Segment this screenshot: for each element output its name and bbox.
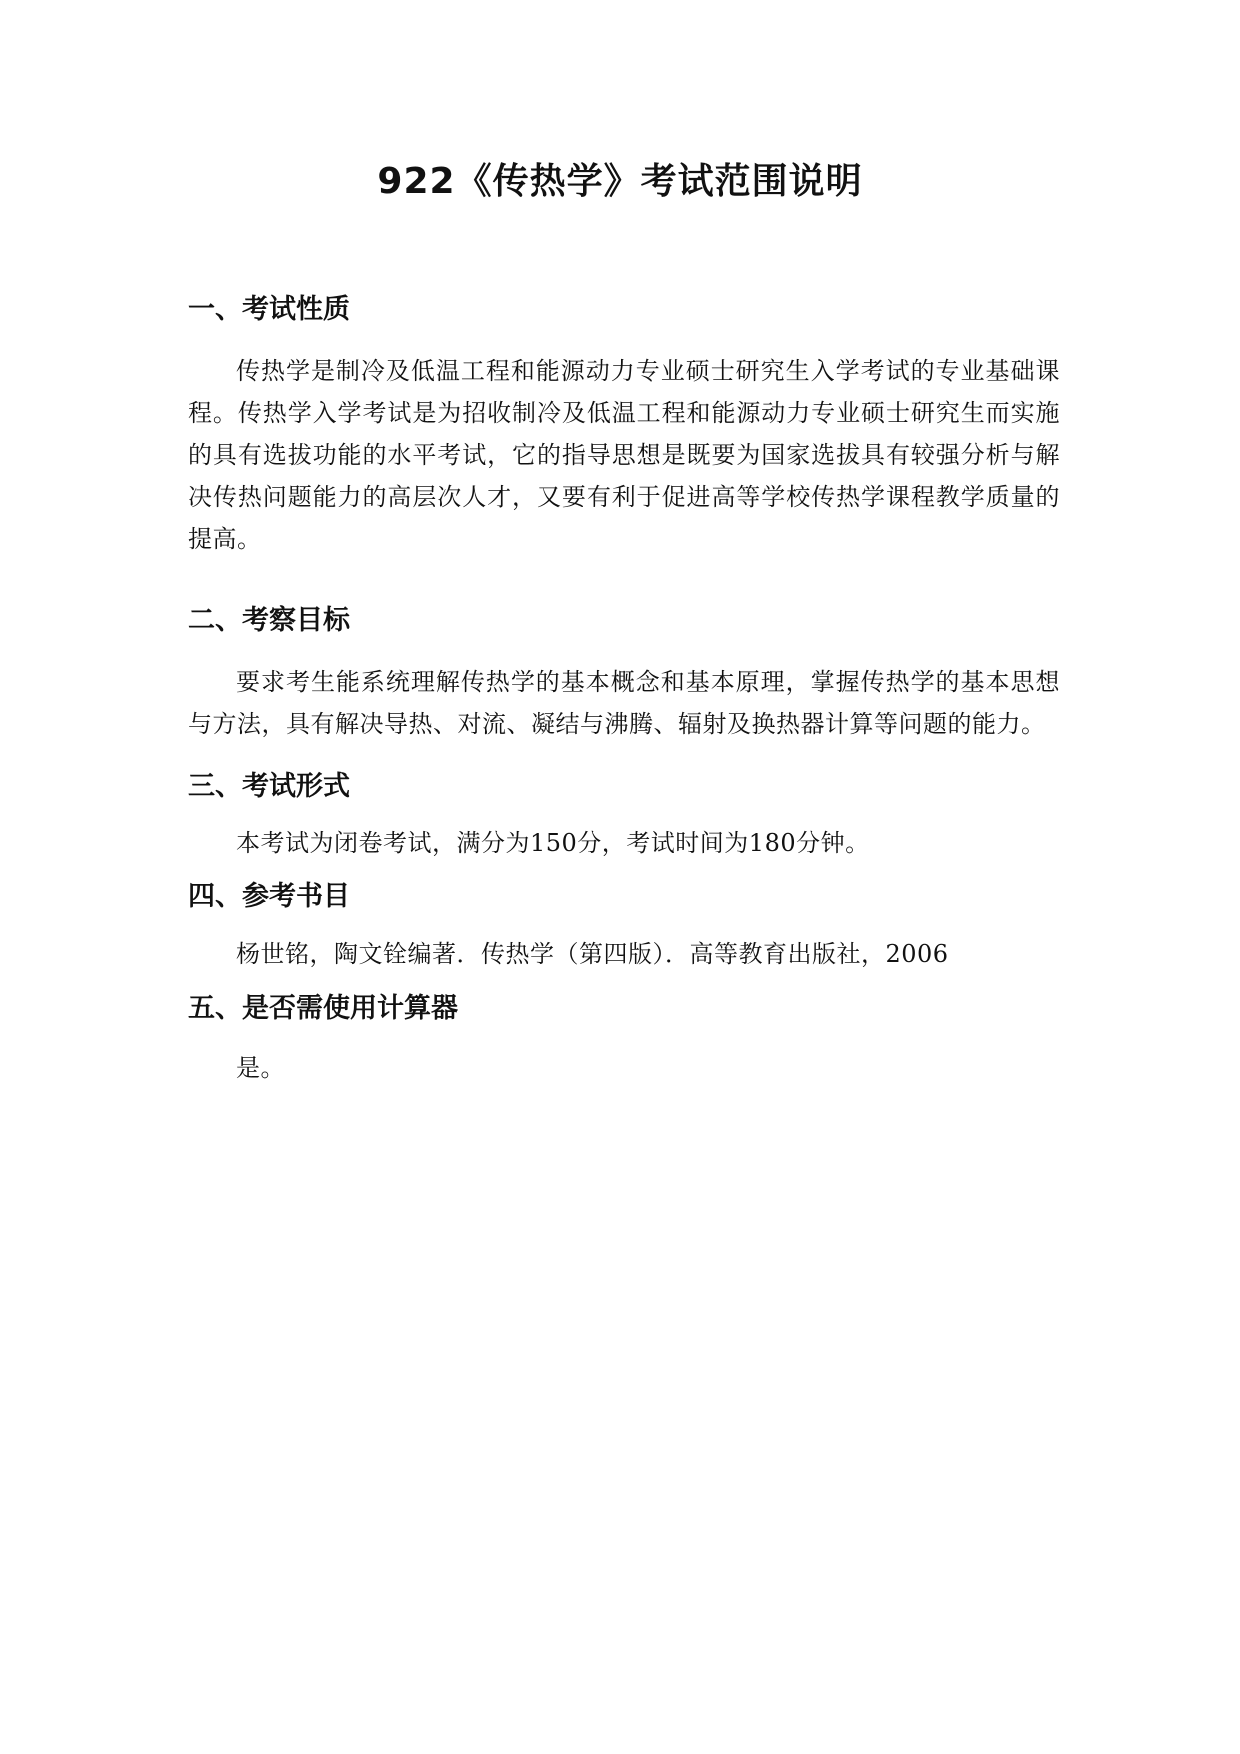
section-paragraph-reference-books: 杨世铭，陶文铨编著．传热学（第四版）．高等教育出版社，2006 xyxy=(236,940,949,968)
section-paragraph-exam-goals: 要求考生能系统理解传热学的基本概念和基本原理，掌握传热学的基本思想与方法，具有解决导热、对流、凝结与沸腾、辐射及换热器计算等问题的能力。 xyxy=(188,668,1060,738)
section-heading-exam-nature: 一、考试性质 xyxy=(188,294,350,325)
document-title: 922《传热学》考试范围说明 xyxy=(377,161,863,202)
section-heading-exam-format: 三、考试形式 xyxy=(188,771,350,802)
section-heading-reference-books: 四、参考书目 xyxy=(188,881,350,912)
section-heading-exam-goals: 二、考察目标 xyxy=(188,605,350,636)
section-heading-calculator: 五、是否需使用计算器 xyxy=(188,993,458,1024)
section-paragraph-calculator: 是。 xyxy=(236,1054,285,1082)
section-paragraph-exam-format: 本考试为闭卷考试，满分为150分，考试时间为180分钟。 xyxy=(236,829,870,857)
section-paragraph-exam-nature: 传热学是制冷及低温工程和能源动力专业硕士研究生入学考试的专业基础课程。传热学入学考试是为招收制冷及低温工程和能源动力专业硕士研究生而实施的具有选拔功能的水平考试，它的指导思想是既要为国家选拔具有较强分析与解决传热问题能力的高层次人才，又要有利于促进高等学校传热学课程教学质量的提高。 xyxy=(188,357,1060,553)
